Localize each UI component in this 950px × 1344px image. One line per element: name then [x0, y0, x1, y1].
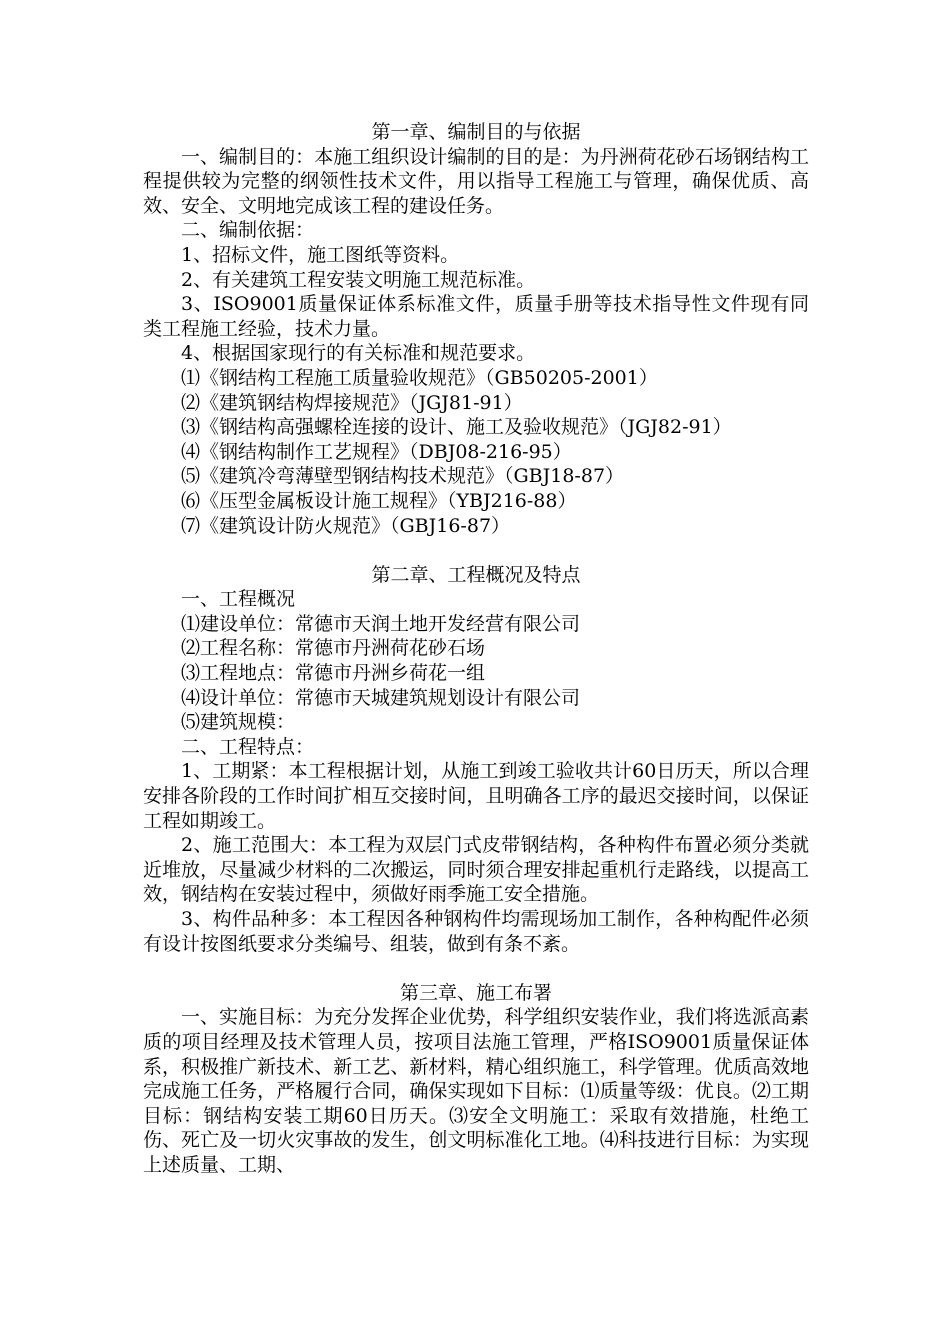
basis-item-2: 2、有关建筑工程安装文明施工规范标准。: [181, 268, 536, 291]
standard-item-5: ⑸《建筑冷弯薄壁型钢结构技术规范》（GBJ18-87）: [181, 465, 625, 488]
basis-item-4: 4、根据国家现行的有关标准和规范要求。: [181, 342, 536, 365]
standard-item-2: ⑵《建筑钢结构焊接规范》（JGJ81-91）: [181, 391, 523, 414]
chapter-1-title: 第一章、编制目的与依据: [371, 121, 581, 143]
overview-item-2: ⑵工程名称：常德市丹洲荷花砂石场: [181, 637, 486, 660]
standard-item-3: ⑶《钢结构高强螺栓连接的设计、施工及验收规范》（JGJ82-91）: [181, 416, 732, 439]
feature-paragraph-3: 3、构件品种多：本工程因各种钢构件均需现场加工制作，各种构配件必须有设计按图纸要求分类编号、组装，做到有条不紊。: [143, 908, 809, 955]
standard-item-4: ⑷《钢结构制作工艺规程》（DBJ08-216-95）: [181, 440, 572, 463]
chapter-2-title: 第二章、工程概况及特点: [371, 563, 581, 586]
overview-item-1: ⑴建设单位：常德市天润土地开发经营有限公司: [181, 612, 581, 635]
standard-item-1: ⑴《钢结构工程施工质量验收规范》（GB50205-2001）: [181, 366, 658, 389]
overview-item-5: ⑸建筑规模：: [181, 711, 296, 734]
overview-item-3: ⑶工程地点：常德市丹洲乡荷花一组: [181, 662, 486, 685]
basis-item-1: 1、招标文件，施工图纸等资料。: [181, 243, 460, 266]
section-gap: [143, 956, 809, 981]
features-title: 二、工程特点：: [181, 735, 315, 758]
feature-paragraph-2: 2、施工范围大：本工程为双层门式皮带钢结构，各种构件布置必须分类就近堆放，尽量减少材料的二次搬运，同时须合理安排起重机行走路线，以提高工效，钢结构在安装过程中，须做好雨季施工安全措施。: [143, 834, 809, 906]
goal-paragraph: 一、实施目标：为充分发挥企业优势，科学组织安装作业，我们将选派高素质的项目经理及技术管理人员，按项目法施工管理，严格ISO9001质量保证体系，积极推广新技术、新工艺、新材料，精心组织施工，科学管理。优质高效地完成施工任务，严格履行合同，确保实现如下目标：⑴质量等级：优良。⑵工期目标：钢结构安装工期60日历天。⑶安全文明施工：采取有效措施，杜绝工伤、死亡及一切火灾事故的发生，创文明标准化工地。⑷科技进行目标：为实现上述质量、工期、: [143, 1006, 809, 1176]
overview-title: 一、工程概况: [181, 588, 296, 611]
standard-item-7: ⑺《建筑设计防火规范》（GBJ16-87）: [181, 514, 511, 537]
standard-item-6: ⑹《压型金属板设计施工规程》（YBJ216-88）: [181, 489, 577, 512]
chapter-3-title: 第三章、施工布署: [399, 981, 552, 1004]
basis-title: 二、编制依据：: [181, 219, 315, 242]
section-gap: [143, 538, 809, 563]
basis-item-3: 3、ISO9001质量保证体系标准文件，质量手册等技术指导性文件现有同类工程施工经验，技术力量。: [143, 293, 809, 340]
overview-item-4: ⑷设计单位：常德市天城建筑规划设计有限公司: [181, 686, 581, 709]
feature-paragraph-1: 1、工期紧：本工程根据计划，从施工到竣工验收共计60日历天，所以合理安排各阶段的工作时间扩相互交接时间，且明确各工序的最迟交接时间，以保证工程如期竣工。: [143, 760, 809, 832]
purpose-paragraph: 一、编制目的：本施工组织设计编制的目的是：为丹洲荷花砂石场钢结构工程提供较为完整的纲领性技术文件，用以指导工程施工与管理，确保优质、高效、安全、文明地完成该工程的建设任务。: [143, 145, 809, 217]
document-page: [143, 120, 809, 1178]
